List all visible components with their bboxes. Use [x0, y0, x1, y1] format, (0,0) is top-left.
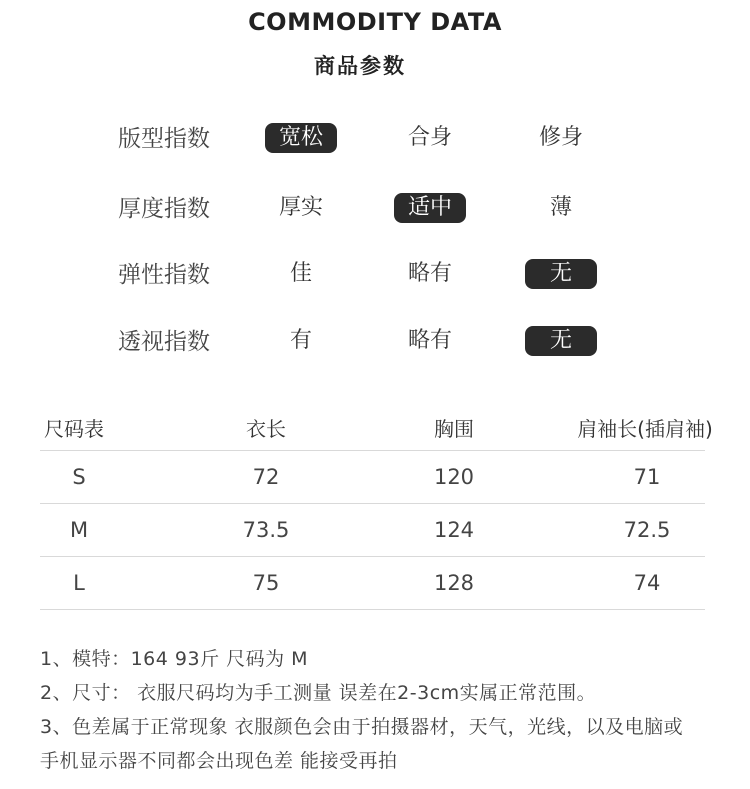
header-size: 尺码表	[44, 417, 104, 441]
attribute-label: 厚度指数	[118, 196, 210, 222]
length-cell: 72	[252, 465, 280, 489]
table-row	[40, 450, 705, 503]
header-length: 衣长	[246, 417, 286, 441]
attribute-row-fit	[0, 121, 750, 157]
attribute-label: 透视指数	[118, 329, 210, 355]
header-chest: 胸围	[434, 417, 474, 441]
note-color-difference: 3、色差属于正常现象 衣服颜色会由于拍摄器材，天气，光线，以及电脑或	[40, 716, 684, 738]
option: 薄	[549, 195, 572, 220]
option: 合身	[407, 125, 452, 150]
attribute-label: 弹性指数	[118, 262, 210, 288]
sleeve-cell: 71	[633, 465, 661, 489]
size-cell: S	[72, 465, 86, 489]
note-measurement: 2、尺寸： 衣服尺码均为手工测量 误差在2-3cm实属正常范围。	[40, 682, 597, 704]
option: 修身	[538, 125, 583, 150]
option-selected: 宽松	[265, 123, 337, 153]
option: 佳	[289, 261, 312, 286]
size-cell: L	[73, 571, 85, 595]
size-table-header	[0, 412, 750, 446]
note-color-difference-cont: 手机显示器不同都会出现色差 能接受再拍	[40, 750, 398, 772]
option-selected: 适中	[394, 193, 466, 223]
attribute-label: 版型指数	[118, 126, 210, 152]
note-model: 1、模特：164 93斤 尺码为 M	[40, 648, 309, 670]
table-row	[40, 556, 705, 610]
attribute-row-transparency	[0, 324, 750, 360]
sleeve-cell: 74	[633, 571, 661, 595]
option: 厚实	[278, 195, 323, 220]
chest-cell: 128	[433, 571, 475, 595]
chest-cell: 124	[433, 518, 475, 542]
table-row	[40, 503, 705, 556]
length-cell: 73.5	[242, 518, 290, 542]
size-cell: M	[69, 518, 89, 542]
attribute-row-elasticity	[0, 257, 750, 293]
option-selected: 无	[525, 326, 597, 356]
header-sleeve: 肩袖长(插肩袖)	[577, 417, 713, 441]
option-selected: 无	[525, 259, 597, 289]
chest-cell: 120	[433, 465, 475, 489]
title-english: COMMODITY DATA	[248, 8, 502, 36]
title-chinese: 商品参数	[314, 54, 406, 78]
length-cell: 75	[252, 571, 280, 595]
option: 略有	[407, 261, 452, 286]
option: 有	[289, 328, 312, 353]
sleeve-cell: 72.5	[623, 518, 671, 542]
attribute-row-thickness	[0, 191, 750, 227]
option: 略有	[407, 328, 452, 353]
